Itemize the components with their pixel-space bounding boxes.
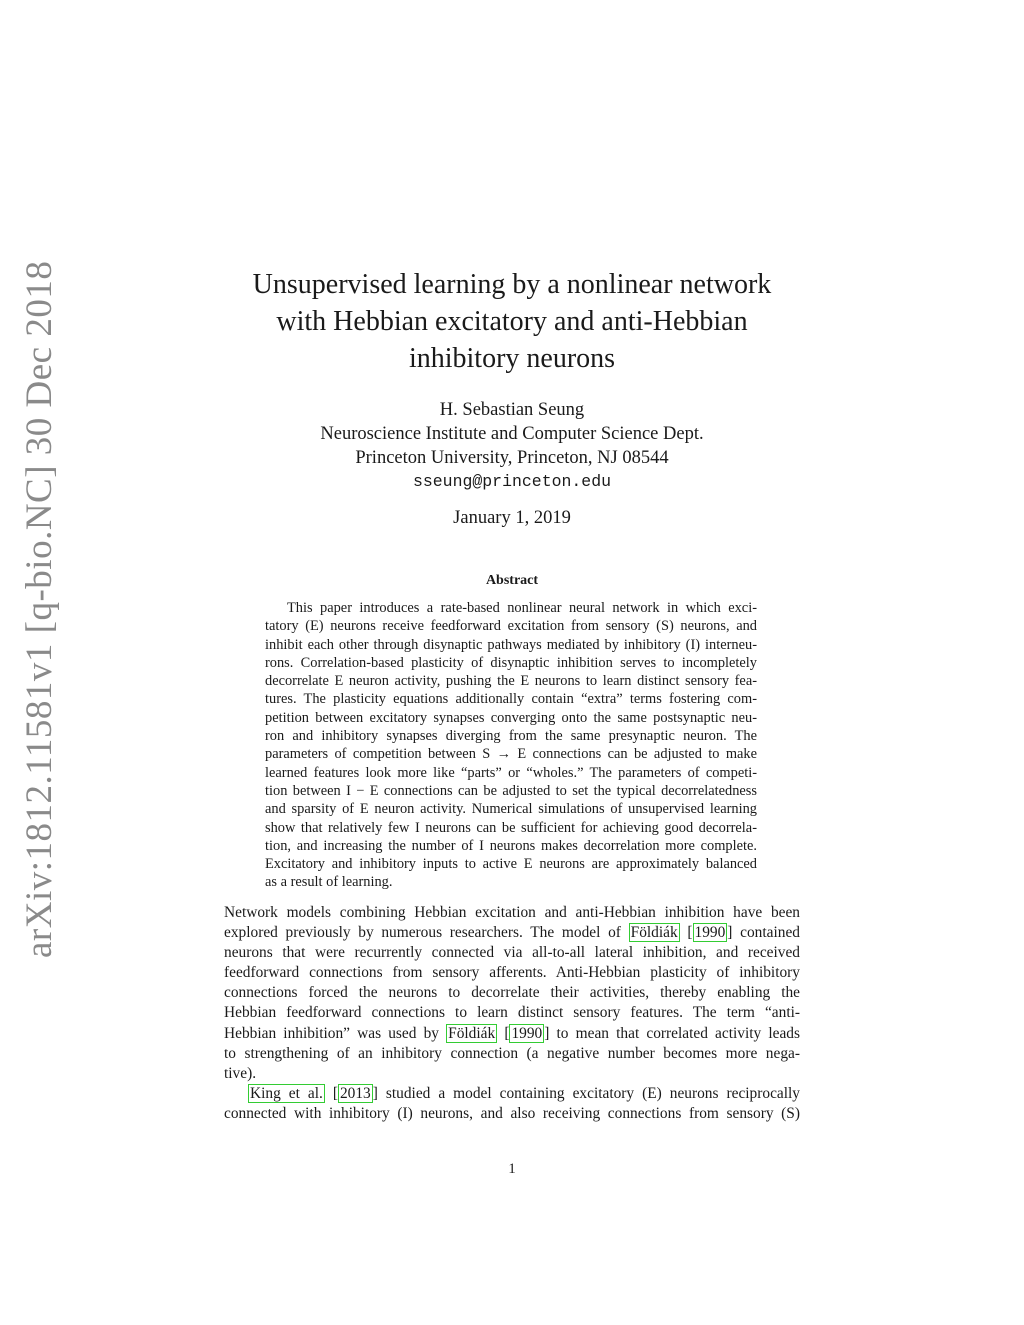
- author-affiliation: Neuroscience Institute and Computer Science Dept.: [320, 424, 704, 444]
- arxiv-identifier: arXiv:1812.11581v1 [q-bio.NC] 30 Dec 2018: [19, 260, 60, 958]
- body-line: neurons that were recurrently connected via all-to-all lateral inhibition, and received: [224, 944, 800, 962]
- body-text-span: contained: [732, 924, 800, 942]
- citation-year-link[interactable]: 1990: [511, 1024, 543, 1042]
- abstract-line: tures. The plasticity equations additionally contain “extra” terms fostering com-: [265, 691, 757, 708]
- abstract-line: tion between I − E connections can be adjusted to set the typical decorrelatedness: [265, 782, 757, 799]
- body-line: tive).: [224, 1064, 257, 1082]
- abstract-line: tatory (E) neurons receive feedforward excitation from sensory (S) neurons, and: [265, 618, 757, 635]
- page-number: 1: [508, 1161, 516, 1177]
- title-line: inhibitory neurons: [408, 343, 616, 374]
- abstract-line: as a result of learning.: [265, 874, 393, 891]
- citation-link-foldiak[interactable]: Földiák: [448, 1024, 496, 1042]
- author-block: [224, 398, 800, 494]
- body-line: Hebbian feedforward connections to learn distinct sensory features. The term “anti-: [224, 1004, 800, 1022]
- body-line: Network models combining Hebbian excitation and anti-Hebbian inhibition have been: [224, 904, 800, 921]
- body-line: connections forced the neurons to decorrelate their activities, thereby enabling the: [224, 984, 800, 1002]
- author-email[interactable]: sseung@princeton.edu: [412, 472, 612, 491]
- abstract-line: rons. Correlation-based plasticity of disynaptic inhibition serves to incompletely: [265, 654, 757, 671]
- abstract-line: and sparsity of E neuron activity. Numerical simulations of unsupervised learning: [265, 801, 757, 818]
- abstract-heading: Abstract: [485, 573, 539, 588]
- author-name: H. Sebastian Seung: [439, 400, 585, 420]
- body-text-span: explored previously by numerous researchers. The model of: [224, 924, 629, 942]
- citation-link-foldiak[interactable]: Földiák: [630, 924, 678, 942]
- abstract-line: Excitatory and inhibitory inputs to active E neurons are approximately balanced: [265, 856, 757, 873]
- abstract-line: decorrelate E neuron activity, pushing the E neurons to learn distinct sensory fea-: [265, 673, 757, 690]
- paper-date: January 1, 2019: [453, 508, 571, 528]
- body-line: Hebbian inhibition” was used by Földiák [ 1990 ] to mean that correlated activity leads: [224, 1024, 800, 1042]
- abstract-line: petition between excitatory synapses converging onto the same postsynaptic neu-: [265, 709, 757, 726]
- title-line: Unsupervised learning by a nonlinear network: [252, 269, 772, 300]
- paper-title: [224, 266, 800, 377]
- title-line: with Hebbian excitatory and anti-Hebbian: [276, 306, 748, 337]
- abstract-line: learned features look more like “parts” or “wholes.” The parameters of competi-: [265, 764, 757, 781]
- body-text: [224, 903, 800, 1124]
- abstract-line: ron and inhibitory synapses diverging from the same presynaptic neuron. The: [265, 728, 757, 745]
- body-text-span: to mean that correlated activity leads: [549, 1024, 800, 1042]
- citation-link-king[interactable]: King et al.: [250, 1084, 323, 1102]
- body-text-span: Hebbian inhibition” was used by: [224, 1024, 447, 1042]
- abstract-line: inhibit each other through disynaptic pathways mediated by inhibitory (I) interneu-: [265, 636, 757, 653]
- body-line: explored previously by numerous researchers. The model of Földiák [ 1990 ] contained: [224, 924, 800, 942]
- abstract-line: parameters of competition between S → E connections can be adjusted to make: [265, 746, 757, 763]
- body-line: King et al. [ 2013 ] studied a model containing excitatory (E) neurons reciprocally: [250, 1084, 800, 1102]
- abstract-line: show that relatively few I neurons can be sufficient for achieving good decorrela-: [265, 819, 757, 836]
- body-line: to strengthening of an inhibitory connection (a negative number becomes more nega-: [224, 1044, 800, 1062]
- abstract-line: This paper introduces a rate-based nonlinear neural network in which exci-: [287, 600, 757, 616]
- abstract-line: tion, and increasing the number of I neurons makes decorrelation more complete.: [265, 837, 757, 854]
- body-line: feedforward connections from sensory afferents. Anti-Hebbian plasticity of inhibitory: [224, 964, 800, 982]
- body-text-span: studied a model containing excitatory (E) neurons reciprocally: [377, 1084, 800, 1102]
- citation-year-link[interactable]: 1990: [694, 924, 726, 942]
- author-address: Princeton University, Princeton, NJ 08544: [355, 448, 669, 468]
- citation-year-link[interactable]: 2013: [339, 1084, 371, 1102]
- abstract-text: [265, 599, 757, 892]
- body-line: connected with inhibitory (I) neurons, and also receiving connections from sensory (S): [224, 1104, 800, 1122]
